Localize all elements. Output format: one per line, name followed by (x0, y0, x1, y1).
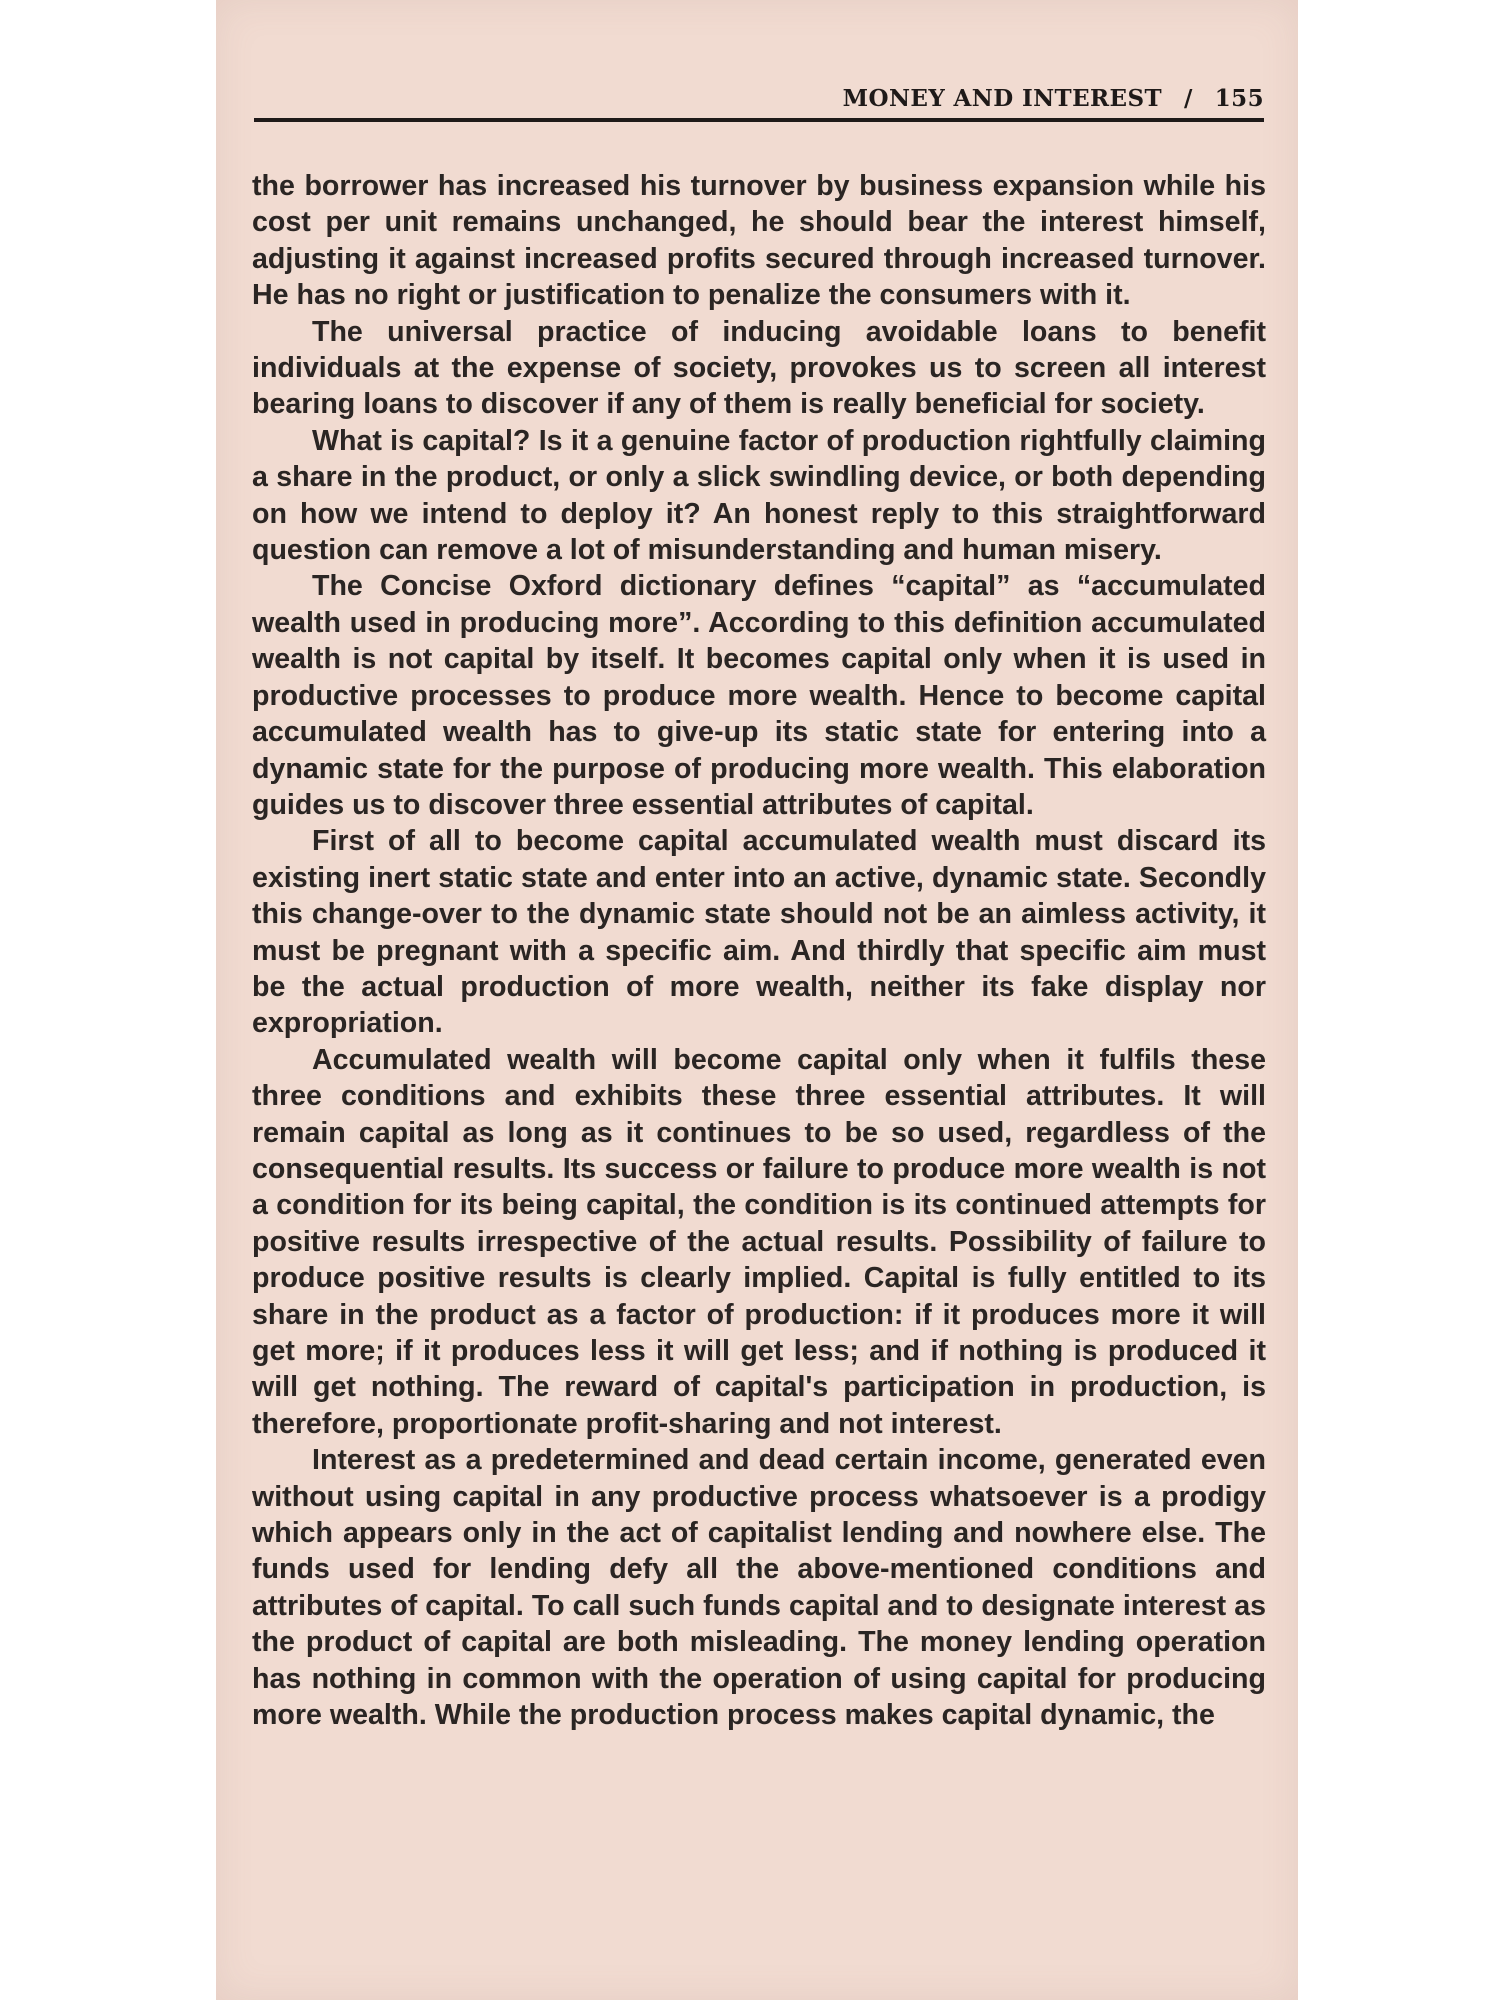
paragraph: First of all to become capital accumulated wealth must discard its existing inert static state and enter into an active, dynamic state. Secondly this change-over to the dynamic state should not be an aimless activity, it must be pregnant with a specific aim. And thirdly that specific aim must be the actual production of more wealth, neither its fake display nor expropriation. (252, 825, 1266, 1040)
book-page (216, 0, 1298, 2000)
paragraph: The Concise Oxford dictionary defines “capital” as “accumulated wealth used in producing more”. According to this definition accumulated wealth is not capital by itself. It becomes capital only when it is used in productive processes to produce more wealth. Hence to become capital accumulated wealth has to give-up its static state for entering into a dynamic state for the purpose of producing more wealth. This elaboration guides us to discover three essential attributes of capital. (252, 570, 1266, 821)
page-body-text (252, 168, 1266, 1733)
paragraph-continued: the borrower has increased his turnover by business expansion while his cost per unit remains unchanged, he should bear the interest himself, adjusting it against increased profits secured through increased turnover. He has no right or justification to penalize the consumers with it. (252, 170, 1266, 312)
paragraph: The universal practice of inducing avoidable loans to benefit individuals at the expense of society, provokes us to screen all interest bearing loans to discover if any of them is really beneficial for society. (252, 315, 1266, 421)
page-number: 155 (1214, 85, 1264, 112)
paragraph: Interest as a predetermined and dead certain income, generated even without using capital in any productive process whatsoever is a prodigy which appears only in the act of capitalist lending and nowhere else. The funds used for lending defy all the above-mentioned conditions and attributes of capital. To call such funds capital and to designate interest as the product of capital are both misleading. The money lending operation has nothing in common with the operation of using capital for producing more wealth. While the production process makes capital dynamic, the (252, 1444, 1266, 1732)
chapter-title: MONEY AND INTEREST (842, 85, 1162, 112)
paragraph: What is capital? Is it a genuine factor of production rightfully claiming a share in the product, or only a slick swindling device, or both depending on how we intend to deploy it? An honest reply to this straightforward question can remove a lot of misunderstanding and human misery. (252, 424, 1266, 567)
header-separator: / (1183, 85, 1193, 112)
running-header (254, 78, 1264, 122)
paragraph: Accumulated wealth will become capital only when it fulfils these three conditions and exhibits these three essential attributes. It will remain capital as long as it continues to be so used, regardless of the consequential results. Its success or failure to produce more wealth is not a condition for its being capital, the condition is its continued attempts for positive results irrespective of the actual results. Possibility of failure to produce positive results is clearly implied. Capital is fully entitled to its share in the product as a factor of production: if it produces more it will get more; if it produces less it will get less; and if nothing is produced it will get nothing. The reward of capital's participation in production, is therefore, proportionate profit-sharing and not interest. (252, 1043, 1266, 1440)
